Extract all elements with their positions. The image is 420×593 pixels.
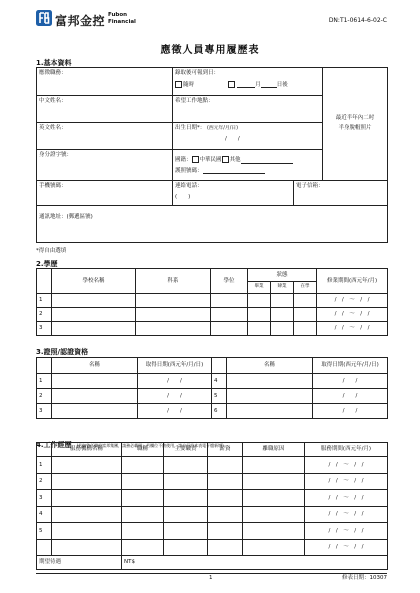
birth-date-field[interactable]: 出生日期*： (西元年/月/日) / / xyxy=(173,123,323,150)
education-table xyxy=(36,268,388,336)
table-row: 3 / / 6 / / xyxy=(37,404,388,419)
table-row: 3 / / ～ / / xyxy=(37,490,388,507)
chinese-name-field[interactable]: 中文姓名： xyxy=(37,96,173,123)
page-number: 1 xyxy=(209,575,213,581)
section-education-title: 2.學歷 xyxy=(36,260,58,268)
optional-note: *得自由選填 xyxy=(36,248,67,254)
col-job-title: 職稱 xyxy=(122,443,164,457)
english-name-field[interactable]: 英文姓名： xyxy=(37,123,173,150)
col-salary: 薪資 xyxy=(208,443,243,457)
col-license-name-2: 名稱 xyxy=(227,358,313,374)
logo-english-1: Fubon xyxy=(108,12,128,18)
table-row: 1 / / ～ / / xyxy=(37,457,388,474)
immediately-checkbox[interactable] xyxy=(175,81,182,88)
photo-box[interactable]: 最近半年內二吋 半身脫帽照片 xyxy=(323,68,388,181)
licenses-table xyxy=(36,357,388,419)
mobile-field[interactable]: 手機號碼： xyxy=(37,181,173,206)
available-date-field[interactable]: 錄取後可報到日： 隨時 月 日後 xyxy=(173,68,323,96)
col-leave-reason: 離職原因 xyxy=(243,443,305,457)
doc-code: DN:T1-0614-6-02-C xyxy=(328,17,387,24)
nationality-field[interactable]: 國籍： 中華民國 其他 護照號碼： xyxy=(173,150,323,181)
table-row: 5 / / ～ / / xyxy=(37,523,388,540)
col-studying: 在學 xyxy=(294,282,317,294)
col-license-date: 取得日期(西元年/月/日) xyxy=(138,358,212,374)
section-basic-title: 1.基本資料 xyxy=(36,59,72,67)
expected-salary-field[interactable]: NT$ xyxy=(122,556,388,570)
id-number-field[interactable]: 身分證字號： xyxy=(37,150,173,181)
contact-phone-field[interactable]: 連絡電話： ( ) xyxy=(173,181,294,206)
col-license-date-2: 取得日期(西元年/月/日) xyxy=(313,358,388,374)
footer-line xyxy=(36,573,387,574)
desired-location-field[interactable]: 希望工作地點： xyxy=(173,96,323,123)
roc-checkbox[interactable] xyxy=(192,156,199,163)
basic-info-table xyxy=(36,67,388,243)
logo-chinese: 富邦金控 xyxy=(55,14,106,28)
col-duties: 主要職責 xyxy=(164,443,208,457)
form-revision: 修表日期：10307 xyxy=(342,575,387,581)
logo-english-2: Financial xyxy=(108,19,136,25)
col-license-name: 名稱 xyxy=(52,358,138,374)
page-title: 應徵人員專用履歷表 xyxy=(160,45,260,56)
company-logo xyxy=(36,10,136,28)
section-licenses-title: 3.證照/認證資格 xyxy=(36,348,89,356)
col-work-period: 服務期間(西元年/月) xyxy=(305,443,388,457)
table-row: 2 / / ～ / / xyxy=(37,473,388,490)
table-row: 1 / / 4 / / xyxy=(37,374,388,389)
col-school: 學校名稱 xyxy=(52,269,136,294)
position-field[interactable]: 應徵職務： xyxy=(37,68,173,96)
expected-salary-label: 期望待遇 xyxy=(37,556,122,570)
date-checkbox[interactable] xyxy=(228,81,235,88)
col-status: 狀態 xyxy=(248,269,317,282)
col-company: 服務機構名稱 xyxy=(52,443,122,457)
col-study-period: 修業期間(西元年/月) xyxy=(317,269,388,294)
address-field[interactable]: 通訊地址：(郵遞區號) xyxy=(37,206,388,243)
table-row: / / ～ / / xyxy=(37,539,388,556)
table-row: 3 / / ～ / / xyxy=(37,322,388,336)
table-row: 2 / / 5 / / xyxy=(37,389,388,404)
table-row: 1 / / ～ / / xyxy=(37,294,388,308)
work-table xyxy=(36,442,388,570)
table-row: 2 / / ～ / / xyxy=(37,308,388,322)
section-work-title: 4.工作經歷 xyxy=(36,441,72,449)
section-work-note: (若如曾任職於富邦集團，請務必載明；若欄位不敷使用，請自行於本表電子檔新增) xyxy=(76,443,224,448)
fubon-logo-icon xyxy=(36,10,52,26)
email-field[interactable]: 電子信箱： xyxy=(294,181,388,206)
col-degree: 學位 xyxy=(211,269,248,294)
table-row: 4 / / ～ / / xyxy=(37,506,388,523)
col-dept: 科系 xyxy=(136,269,211,294)
col-dropped: 肄業 xyxy=(271,282,294,294)
col-graduated: 畢業 xyxy=(248,282,271,294)
other-nationality-checkbox[interactable] xyxy=(222,156,229,163)
